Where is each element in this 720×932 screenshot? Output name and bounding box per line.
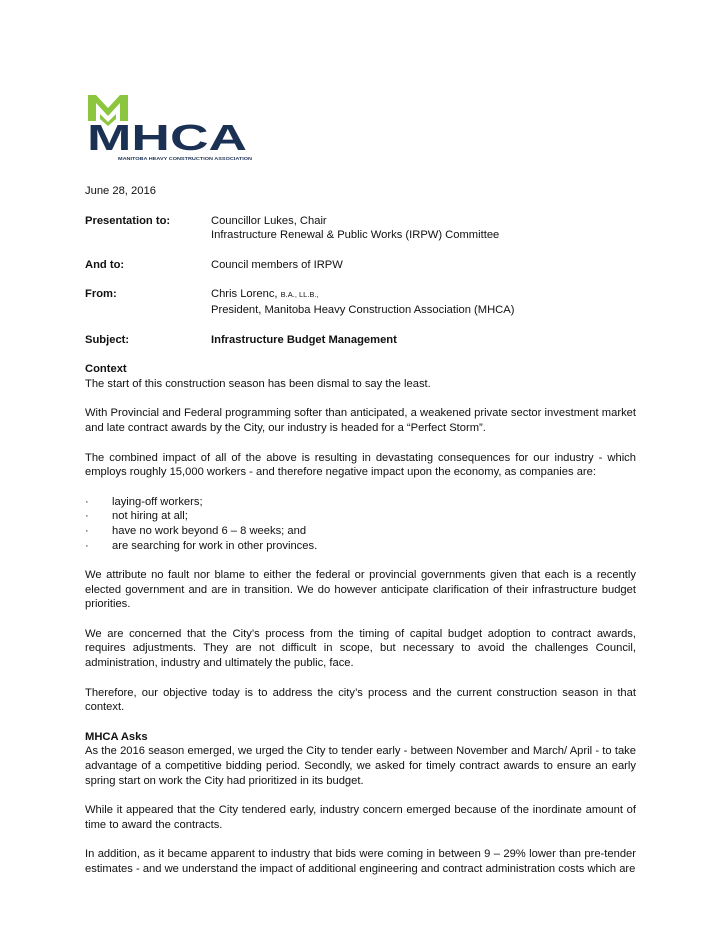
from-name: Chris Lorenc, bbox=[211, 288, 281, 301]
list-item: · laying-off workers; bbox=[85, 495, 203, 508]
context-paragraph-1: The start of this construction season has been dismal to say the least. bbox=[85, 377, 431, 390]
bullet-icon: · bbox=[85, 524, 89, 537]
from-label: From: bbox=[85, 288, 117, 301]
and-to-label: And to: bbox=[85, 258, 125, 271]
context-paragraph-6: Therefore, our objective today is to address the city’s process and the current construction season in that context. bbox=[85, 686, 636, 714]
bullet-icon: · bbox=[85, 539, 89, 552]
bullet-icon: · bbox=[85, 510, 89, 523]
context-paragraph-2: With Provincial and Federal programming softer than anticipated, a weakened private sector investment market and late contract awards by the City, our industry is headed for a “Perfect Storm”. bbox=[85, 407, 636, 434]
asks-paragraph-1: As the 2016 season emerged, we urged the City to tender early - between November and March/ April - to take advantage of a competitive bidding period. Secondly, we asked for timely contract awards to ensure an early spring start on work the City had prioritized in its budget. bbox=[85, 745, 636, 787]
from-row bbox=[85, 287, 636, 317]
subject-label: Subject: bbox=[85, 333, 130, 346]
list-item: · not hiring at all; bbox=[85, 510, 188, 523]
context-paragraph-4: We attribute no fault nor blame to either the federal or provincial governments given that each is a recently elected government and are in transition. We do however anticipate clarification of their infrastructure budget priorities. bbox=[85, 569, 636, 611]
and-to-row bbox=[85, 258, 636, 273]
list-item: · are searching for work in other provinces. bbox=[85, 539, 318, 552]
mhca-logo bbox=[86, 92, 256, 164]
from-name-line bbox=[211, 287, 636, 303]
asks-paragraph-3: In addition, as it became apparent to industry that bids were coming in between 9 – 29% lower than pre-tender estimates - and we understand the impact of additional engineering and contract administration costs which are bbox=[85, 848, 636, 875]
bullet-icon: · bbox=[85, 495, 89, 508]
context-heading: Context bbox=[85, 363, 127, 376]
from-credentials: B.A., LL.B., bbox=[280, 290, 319, 300]
impact-list bbox=[85, 495, 636, 553]
from-value bbox=[211, 287, 636, 317]
letter-date: June 28, 2016 bbox=[85, 185, 156, 197]
subject-row bbox=[85, 333, 636, 348]
context-paragraph-3: The combined impact of all of the above is resulting in devastating consequences for our industry - which employs roughly 15,000 workers - and therefore negative impact upon the economy, as companies are: bbox=[85, 451, 636, 479]
presentation-to-line2: Infrastructure Renewal & Public Works (IRPW) Committee bbox=[211, 229, 500, 242]
presentation-to-label: Presentation to: bbox=[85, 214, 171, 227]
subject-value: Infrastructure Budget Management bbox=[211, 333, 397, 346]
mhca-logo-graphic bbox=[86, 92, 256, 164]
list-item: · have no work beyond 6 – 8 weeks; and bbox=[85, 524, 307, 537]
from-title: President, Manitoba Heavy Construction Association (MHCA) bbox=[211, 303, 515, 316]
context-paragraph-5: We are concerned that the City’s process from the timing of capital budget adoption to contract awards, requires adjustments. They are not difficult in scope, but necessary to avoid the challenges Council, administration, industry and ultimately the public, face. bbox=[85, 627, 636, 670]
presentation-to-line1: Councillor Lukes, Chair bbox=[211, 214, 327, 227]
asks-heading: MHCA Asks bbox=[85, 730, 148, 743]
presentation-to-value bbox=[211, 214, 636, 243]
letter-body bbox=[85, 184, 636, 877]
and-to-value: Council members of IRPW bbox=[211, 258, 343, 271]
logo-tagline: MANITOBA HEAVY CONSTRUCTION ASSOCIATION bbox=[118, 156, 253, 161]
presentation-to-row bbox=[85, 214, 636, 243]
asks-paragraph-2: While it appeared that the City tendered early, industry concern emerged because of the inordinate amount of time to award the contracts. bbox=[85, 804, 636, 831]
logo-wordmark: MHCA bbox=[87, 117, 247, 158]
